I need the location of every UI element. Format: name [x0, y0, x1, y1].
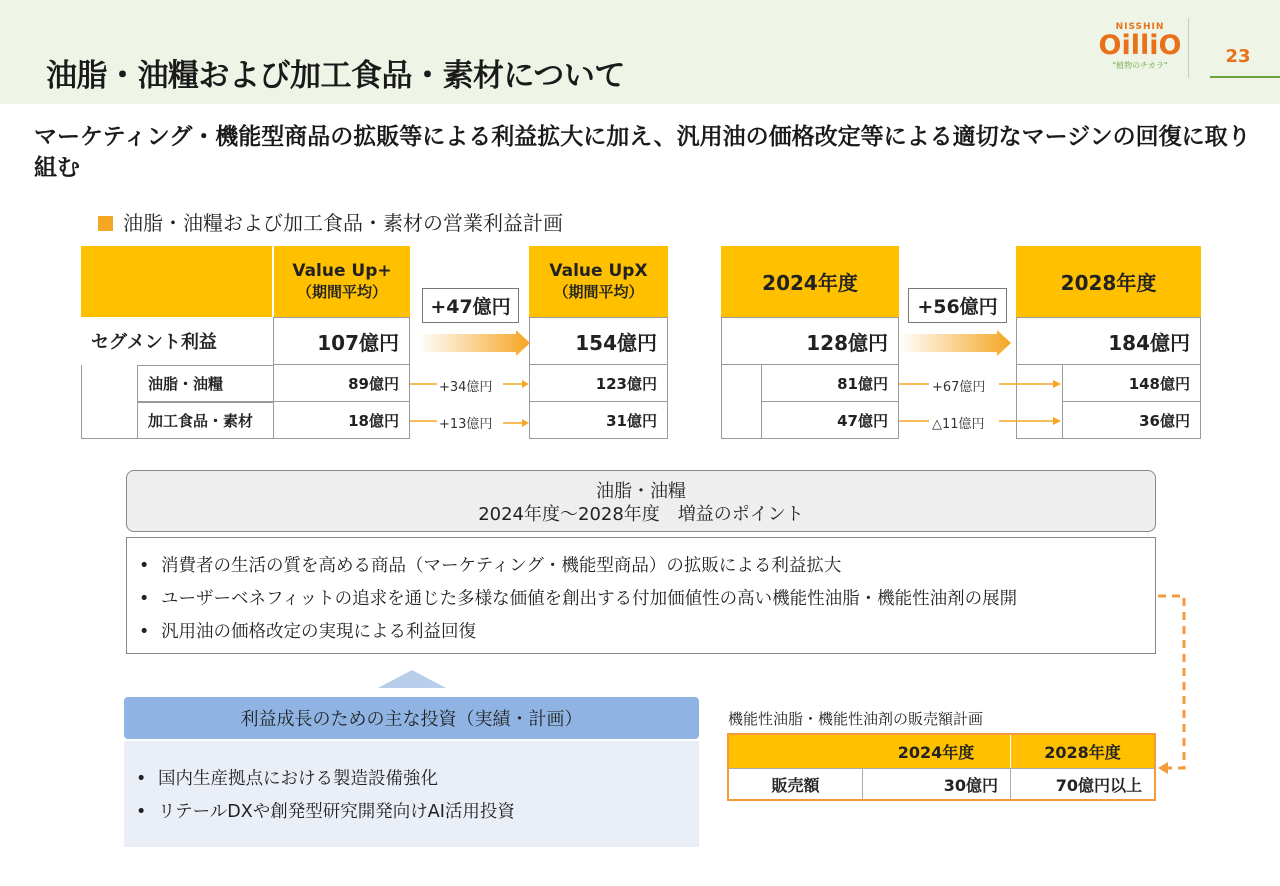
logo-tagline: "植物のチカラ" [1112, 61, 1168, 70]
left-v2-segment: 154億円 [529, 317, 668, 365]
left-v1-segment: 107億円 [273, 317, 410, 365]
growth-points-header [126, 470, 1156, 532]
list-item [139, 616, 1155, 649]
delta-oils-right: +67億円 [932, 380, 986, 395]
col2-header-line2: （期間平均） [553, 283, 644, 301]
delta-processed-left: +13億円 [439, 417, 493, 432]
table-right-col1-header: 2024年度 [721, 246, 899, 317]
list-item [136, 763, 699, 796]
sales-value-2024: 30億円 [862, 768, 1010, 799]
right-v2-segment: 184億円 [1016, 317, 1201, 365]
list-item [139, 550, 1155, 583]
diff-badge-right: +56億円 [908, 288, 1007, 323]
list-item [139, 583, 1155, 616]
table-left-corner-cell [81, 246, 272, 317]
table-left-col1-header [274, 246, 410, 317]
section-title [98, 207, 563, 236]
page-number-underline [1210, 76, 1280, 78]
headline: マーケティング・機能型商品の拡販等による利益拡大に加え、汎用油の価格改定等による適切なマージンの回復に取り組む [34, 124, 1251, 181]
bullet-dot-icon: • [136, 769, 147, 789]
page-title: 油脂・油糧および加工食品・素材について [46, 58, 625, 94]
list-item-text: 汎用油の価格改定の実現による利益回復 [161, 622, 476, 642]
bullet-dot-icon: • [139, 622, 150, 642]
list-item-text: 国内生産拠点における製造設備強化 [158, 769, 438, 789]
logo-brand-main: OilliO [1098, 30, 1182, 61]
sales-header-2024: 2024年度 [862, 735, 1010, 768]
table-right-col2-header: 2028年度 [1016, 246, 1201, 317]
right-v1-processed: 47億円 [761, 401, 899, 439]
bullet-dot-icon: • [139, 589, 150, 609]
delta-processed-right: △11億円 [932, 417, 985, 432]
up-triangle-icon [378, 670, 446, 688]
col1-header-line2: （期間平均） [296, 283, 387, 301]
investment-title: 利益成長のための主な投資（実績・計画） [124, 697, 699, 739]
company-logo [1090, 8, 1190, 96]
header-divider [1188, 18, 1189, 78]
sales-plan-title: 機能性油脂・機能性油剤の販売額計画 [728, 710, 984, 728]
investment-list [124, 741, 699, 847]
sales-row-label: 販売額 [729, 768, 862, 799]
diff-badge-left: +47億円 [422, 288, 519, 323]
row-label-oils: 油脂・油糧 [137, 365, 273, 402]
growth-arrow-right [899, 330, 1011, 356]
sales-plan-table [727, 733, 1156, 801]
sales-value-2028: 70億円以上 [1010, 768, 1154, 799]
right-v2-processed: 36億円 [1062, 401, 1201, 439]
right-v2-oils: 148億円 [1062, 364, 1201, 402]
growth-points-list [126, 537, 1156, 654]
logo-brand-top: NISSHIN [1115, 22, 1165, 32]
delta-oils-left: +34億円 [439, 380, 493, 395]
list-item-text: リテールDXや創発型研究開発向けAI活用投資 [158, 802, 515, 822]
sales-header-2028: 2028年度 [1010, 735, 1154, 768]
list-item [136, 796, 699, 829]
section-title-text: 油脂・油糧および加工食品・素材の営業利益計画 [123, 211, 563, 235]
left-v2-oils: 123億円 [529, 364, 668, 402]
left-v1-processed: 18億円 [273, 401, 410, 439]
points-title-line2: 2024年度～2028年度 増益のポイント [478, 504, 804, 525]
row-label-segment: セグメント利益 [81, 317, 273, 365]
table-left-col2-header [529, 246, 668, 317]
col1-header-line1: Value Up+ [292, 261, 392, 281]
left-v1-oils: 89億円 [273, 364, 410, 402]
right-v1-segment: 128億円 [721, 317, 899, 365]
list-item-text: ユーザーベネフィットの追求を通じた多様な価値を創出する付加価値性の高い機能性油脂・機能性油剤の展開 [161, 589, 1018, 609]
right-v1-oils: 81億円 [761, 364, 899, 402]
list-item-text: 消費者の生活の質を高める商品（マーケティング・機能型商品）の拡販による利益拡大 [161, 556, 842, 576]
bullet-dot-icon: • [136, 802, 147, 822]
sales-header-corner [729, 735, 862, 768]
growth-arrow-left [418, 330, 530, 356]
col2-header-line1: Value UpX [549, 261, 648, 281]
dashed-connector-arrow [1154, 590, 1194, 775]
page-number: 23 [1225, 46, 1251, 67]
row-label-processed: 加工食品・素材 [137, 402, 273, 439]
square-bullet-icon [98, 216, 113, 231]
left-v2-processed: 31億円 [529, 401, 668, 439]
points-title-line1: 油脂・油糧 [596, 481, 686, 502]
bullet-dot-icon: • [139, 556, 150, 576]
